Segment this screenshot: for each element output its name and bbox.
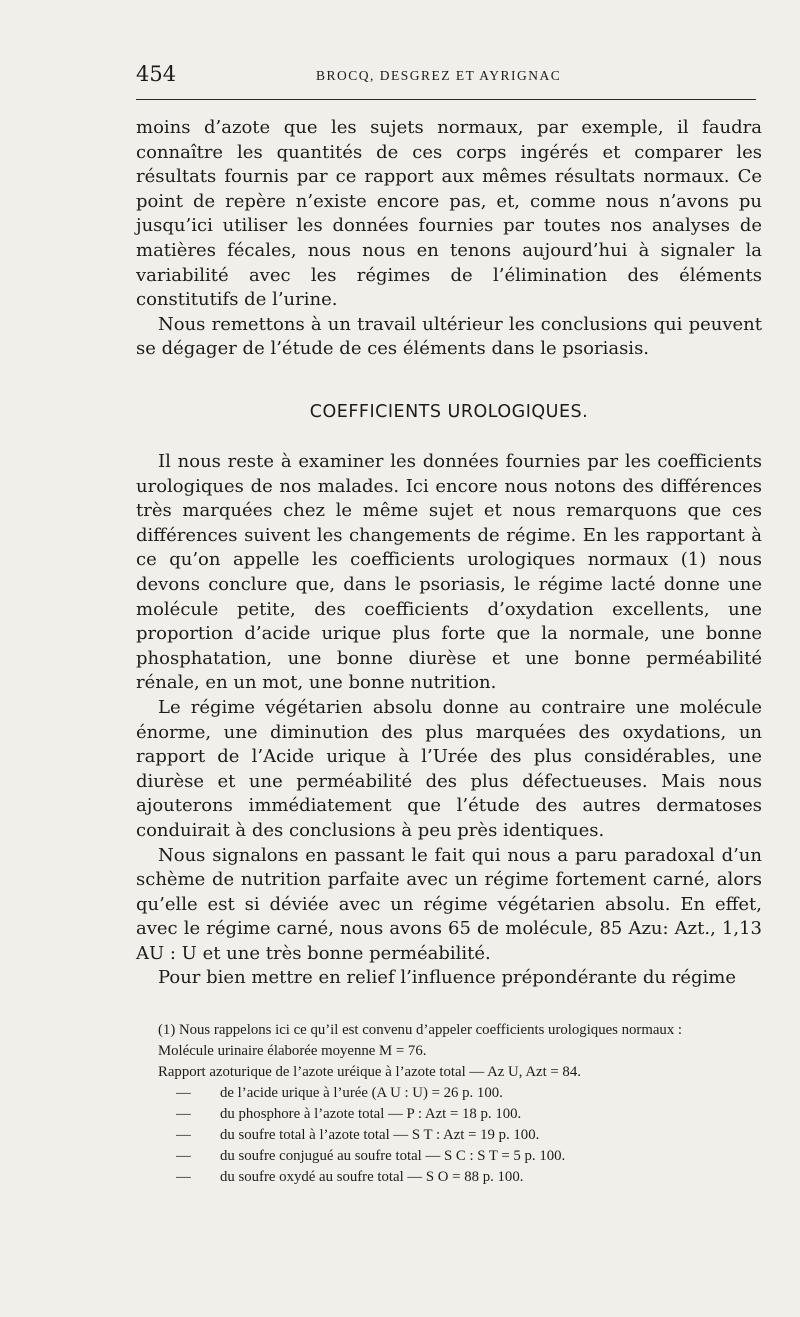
footnote-item [136,1146,762,1167]
section-text [136,450,762,991]
footnote-intro: (1) Nous rappelons ici ce qu’il est convenu d’appeler coefficients urologiques normaux : [158,1022,683,1038]
footnote-item [136,1167,762,1188]
paragraph: Nous remettons à un travail ultérieur les conclusions qui peuvent se dégager de l’étude de ces éléments dans le psoriasis. [136,313,762,360]
footnote-line: Molécule urinaire élaborée moyenne M = 76. [158,1043,427,1059]
paragraph: Nous signalons en passant le fait qui nous a paru paradoxal d’un schème de nutrition parfaite avec un régime fortement carné, alors qu’elle est si déviée avec un régime végétarien absolu. En effet, avec le régime carné, nous avons 65 de molécule, 85 Azu: Azt., 1,13 AU : U et une très bonne perméabilité. [136,844,762,964]
dash: — [176,1106,191,1122]
dash: — [176,1085,191,1101]
footnote [136,1020,762,1188]
running-title: BROCQ, DESGREZ ET AYRIGNAC [316,68,562,83]
footnote-item-text: du soufre conjugué au soufre total — S C : S T = 5 p. 100. [220,1148,566,1164]
section-heading: COEFFICIENTS UROLOGIQUES. [309,402,589,422]
dash: — [176,1127,191,1143]
footnote-item-text: du soufre total à l’azote total — S T : Azt = 19 p. 100. [220,1127,540,1143]
footnote-item [136,1083,762,1104]
dash: — [176,1169,191,1185]
paragraph: Le régime végétarien absolu donne au contraire une molécule énorme, une diminution des plus marquées des oxydations, un rapport de l’Acide urique à l’Urée des plus considérables, une diurèse et une perméabilité des plus défectueuses. Mais nous ajouterons immédiatement que l’étude des autres dermatoses conduirait à des conclusions à peu près identiques. [136,696,762,841]
paragraph: Pour bien mettre en relief l’influence prépondérante du régime [158,967,736,989]
page-number: 454 [136,62,177,86]
footnote-item-text: de l’acide urique à l’urée (A U : U) = 26 p. 100. [220,1085,503,1101]
page-header [136,62,756,92]
intro-text [136,116,762,362]
paragraph: Il nous reste à examiner les données fournies par les coefficients urologiques de nos malades. Ici encore nous notons des différences très marquées chez le même sujet et nous remarquons que ces différences suivent les changements de régime. En les rapportant à ce qu’on appelle les coefficients urologiques normaux (1) nous devons conclure que, dans le psoriasis, le régime lacté donne une molécule petite, des coefficients d’oxydation excellents, une proportion d’acide urique plus forte que la normale, une bonne phosphatation, une bonne diurèse et une bonne perméabilité rénale, en un mot, une bonne nutrition. [136,451,762,694]
dash: — [176,1148,191,1164]
footnote-item-text: du soufre oxydé au soufre total — S O = 88 p. 100. [220,1169,524,1185]
paragraph: moins d’azote que les sujets normaux, par exemple, il faudra connaître les quantités de ces corps ingérés et comparer les résultats fournis par ce rapport aux mêmes résultats normaux. Ce point de repère n’existe encore pas, et, comme nous n’avons pu jusqu’ici utiliser les données fournies par toutes nos analyses de matières fécales, nous nous en tenons aujourd’hui à signaler la variabilité avec les régimes de l’élimination des éléments constitutifs de l’urine. [136,117,762,311]
footnote-item [136,1104,762,1125]
footnote-item [136,1125,762,1146]
header-rule [136,99,756,100]
footnote-line: Rapport azoturique de l’azote uréique à l’azote total — Az U, Azt = 84. [158,1064,581,1080]
footnote-item-text: du phosphore à l’azote total — P : Azt = 18 p. 100. [220,1106,522,1122]
